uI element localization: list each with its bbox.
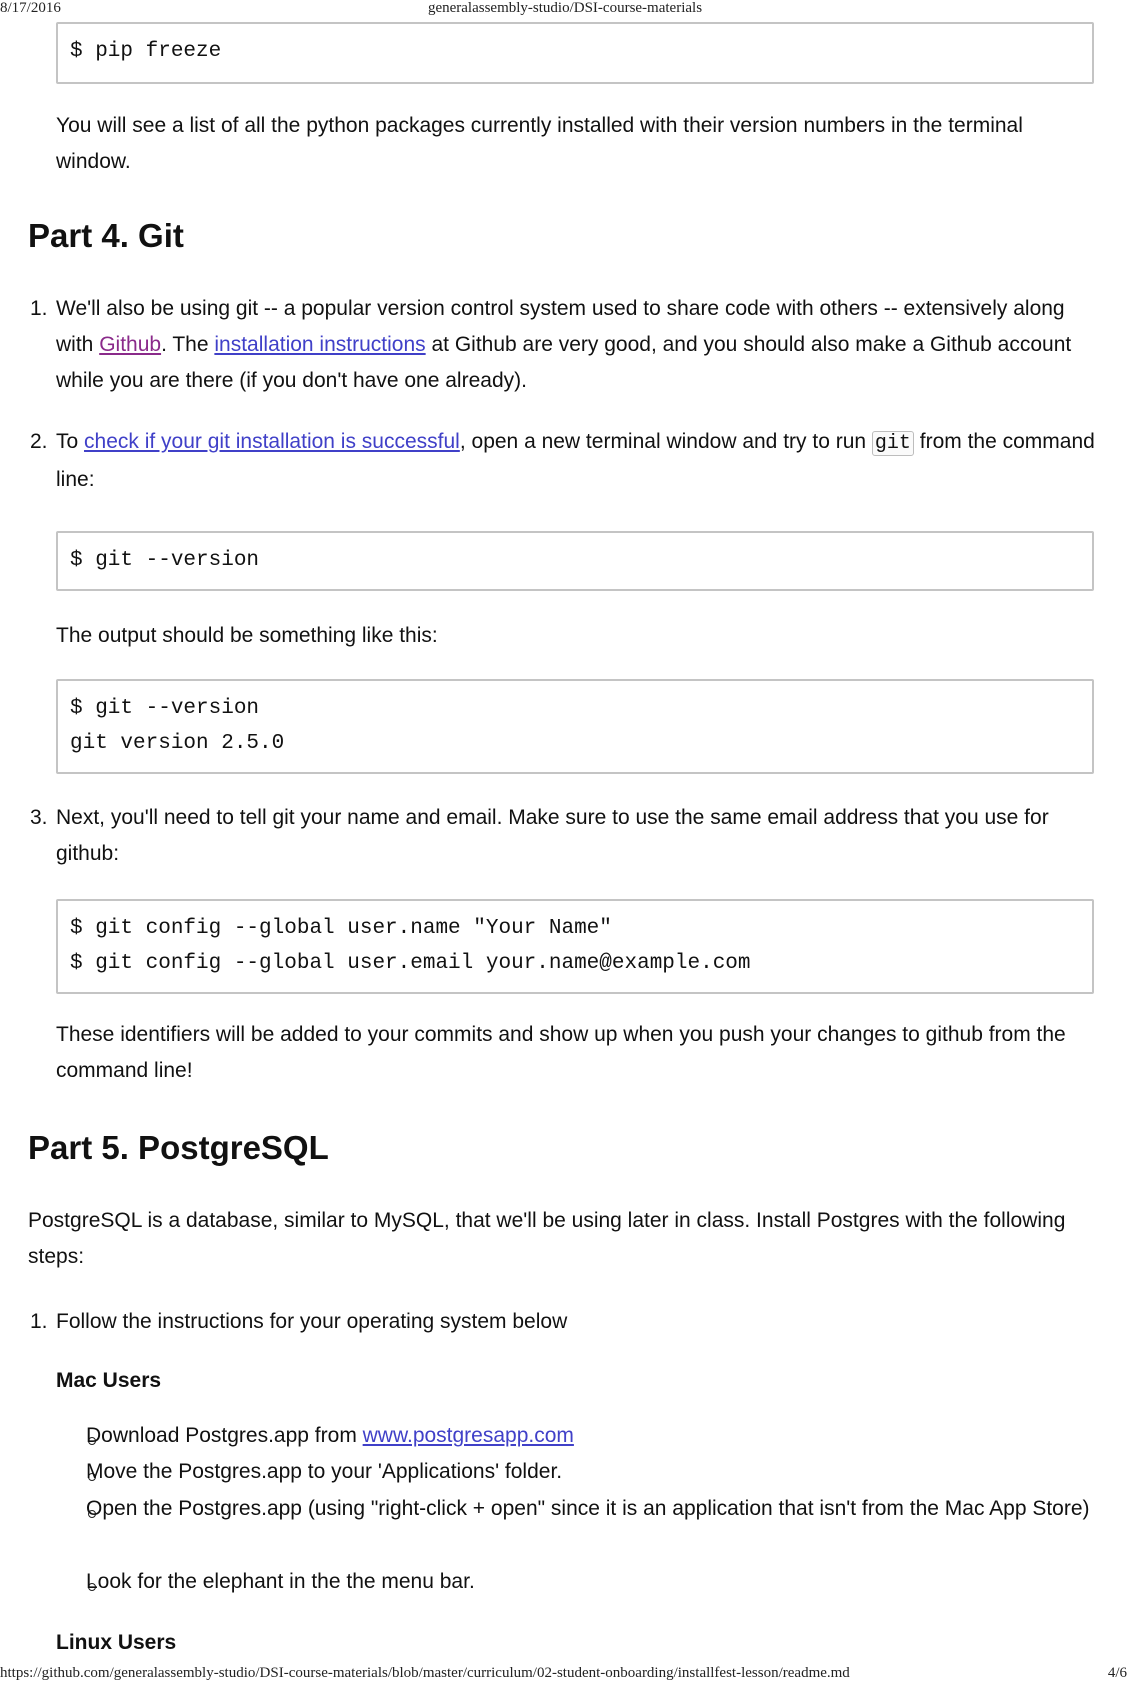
pg-step-1-text: Follow the instructions for your operating system below (56, 1310, 568, 1333)
code-line: $ git --version (70, 697, 260, 720)
step-1-number: 1. (30, 297, 48, 320)
step-1-text-c: at Github are very good, and you should also make a Github account while you are there (if you don't have one already). (56, 333, 1072, 392)
heading-part-4-git: Part 4. Git (28, 217, 184, 254)
mac-item-move: Move the Postgres.app to your 'Applications' folder. (86, 1460, 563, 1483)
mac-item-open: Open the Postgres.app (using "right-click + open" since it is an application that isn't from the Mac App Store) (86, 1497, 1090, 1520)
step-3-number: 3. (30, 806, 48, 829)
code-line: git version 2.5.0 (70, 732, 285, 755)
code-block-git-version (56, 531, 1094, 591)
print-date: 8/17/2016 (0, 0, 61, 16)
code-line: $ pip freeze (70, 40, 222, 63)
code-line: $ git config --global user.name "Your Name" (70, 917, 612, 940)
step-3-text: Next, you'll need to tell git your name and email. Make sure to use the same email address that you use for github: (56, 806, 1049, 865)
step-2-number: 2. (30, 430, 48, 453)
installation-instructions-link[interactable]: installation instructions (214, 333, 426, 356)
mac-item-download-text: Download Postgres.app from (86, 1424, 363, 1447)
step-1-text-b: . The (161, 333, 215, 356)
output-intro-text: The output should be something like this: (56, 624, 438, 647)
check-git-installation-link[interactable]: check if your git installation is successful (84, 430, 460, 453)
code-block-pip-freeze (56, 22, 1094, 84)
code-block-git-config (56, 899, 1094, 994)
mac-item-download (86, 1418, 1096, 1454)
step-2-text-b: , open a new terminal window and try to run (459, 430, 872, 453)
pip-freeze-explanation: You will see a list of all the python packages currently installed with their version numbers in the terminal window. (56, 114, 1023, 173)
print-page-number: 4/6 (1107, 1665, 1127, 1681)
code-block-git-output (56, 679, 1094, 774)
github-link[interactable]: Github (99, 333, 162, 356)
step-1-text (56, 291, 1106, 399)
identifiers-text: These identifiers will be added to your commits and show up when you push your changes to github from the command line! (56, 1023, 1066, 1082)
step-2-text-c: from the command line: (56, 430, 1095, 491)
postgres-intro-text: PostgreSQL is a database, similar to MySQL, that we'll be using later in class. Install Postgres with the following steps: (28, 1209, 1066, 1268)
step-2-text-a: To (56, 430, 85, 453)
code-line: $ git config --global user.email your.name@example.com (70, 952, 751, 975)
postgresapp-link[interactable]: www.postgresapp.com (362, 1424, 574, 1447)
step-2-text (56, 424, 1106, 498)
print-footer (0, 1665, 1130, 1683)
step-1-text-a: We'll also be using git -- a popular version control system used to share code with others -- extensively along with (56, 297, 1065, 356)
linux-users-heading: Linux Users (56, 1631, 177, 1654)
print-doc-title: generalassembly-studio/DSI-course-materials (427, 0, 703, 16)
mac-users-heading: Mac Users (56, 1369, 162, 1392)
pg-step-1-number: 1. (30, 1310, 48, 1333)
print-url: https://github.com/generalassembly-studio/DSI-course-materials/blob/master/curriculum/02-student-onboarding/installfest-lesson/readme.md (0, 1665, 850, 1681)
inline-code-git: git (872, 431, 914, 456)
code-line: $ git --version (70, 549, 260, 572)
heading-part-5-postgresql: Part 5. PostgreSQL (28, 1129, 329, 1166)
print-header (0, 0, 1130, 16)
mac-item-elephant: Look for the elephant in the the menu bar. (86, 1570, 475, 1593)
